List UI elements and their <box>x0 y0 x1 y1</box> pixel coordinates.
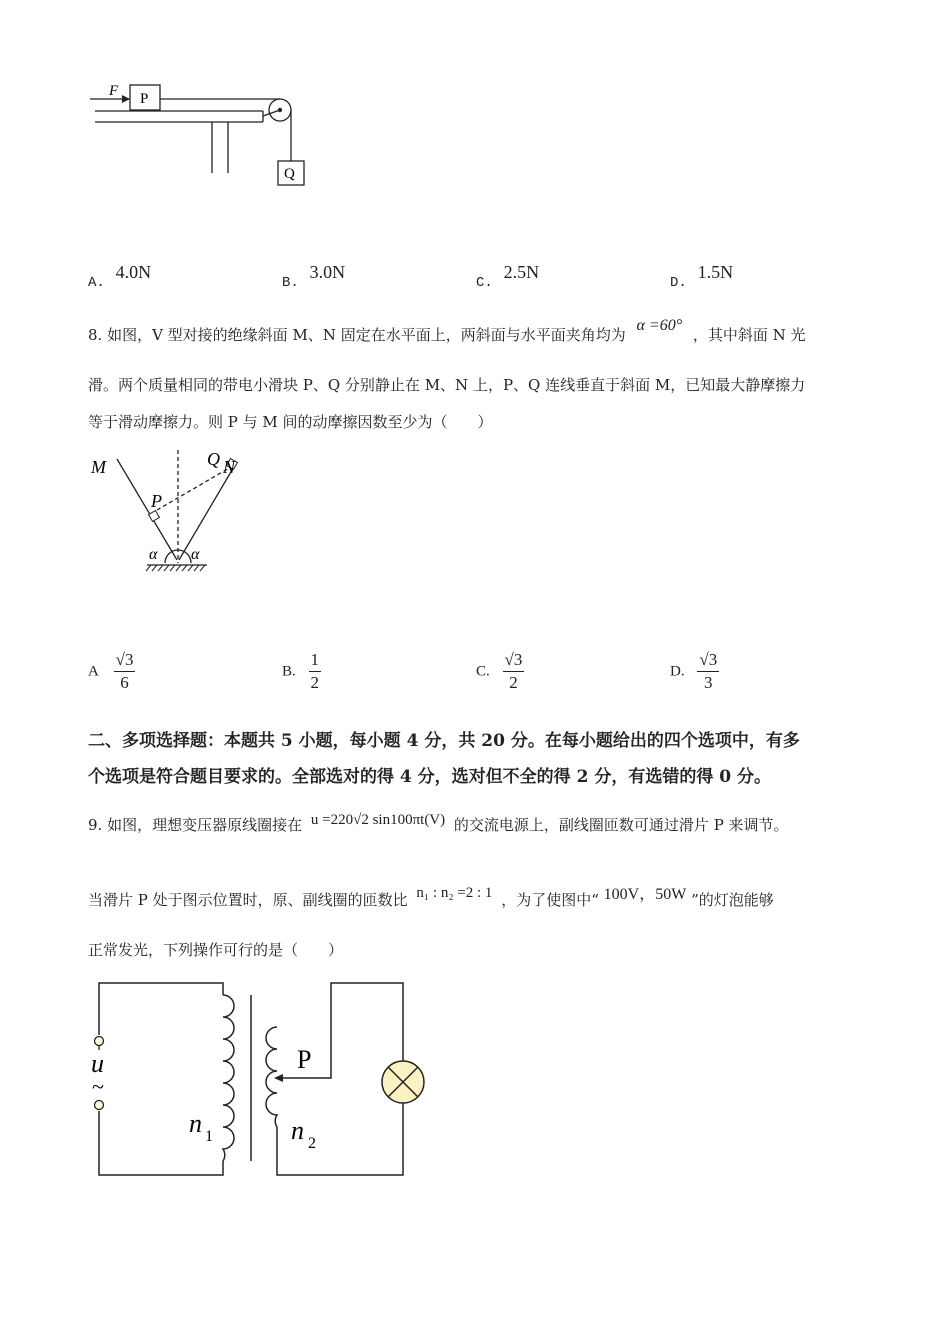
section2-line-1: 二、多项选择题：本题共 5 小题，每小题 4 分，共 20 分。在每小题给出的四个选项中，有多 <box>88 731 800 751</box>
option-letter: C. <box>476 663 490 680</box>
section2-line-2: 个选项是符合题目要求的。全部选对的得 4 分，选对但不全的得 2 分，有选错的得 0 分。 <box>88 767 771 787</box>
v-slope-figure <box>85 445 236 580</box>
option-letter: C. <box>476 275 493 291</box>
option-fraction <box>114 650 136 693</box>
q9-line-2-a: 当滑片 P 处于图示位置时，原、副线圈的匝数比 <box>88 891 408 909</box>
label-n2-sub: 2 <box>308 1135 316 1152</box>
option-letter: A <box>88 663 99 680</box>
option-letter: A. <box>88 275 105 291</box>
q8-line-2: 滑。两个质量相同的带电小滑块 P、Q 分别静止在 M、N 上，P、Q 连线垂直于斜面 M，已知最大静摩擦力 <box>88 376 806 394</box>
q8-option-d[interactable] <box>670 650 719 693</box>
q8-option-b[interactable] <box>282 650 321 693</box>
q7-option-a[interactable] <box>88 262 152 291</box>
q9-line-1 <box>88 812 789 836</box>
option-fraction <box>503 650 525 693</box>
q8-option-a[interactable] <box>88 650 135 693</box>
q9-ratio-math: n₁ : n₂ =2 : 1 <box>416 885 493 901</box>
q9-lamp-rating: 100V，50W <box>603 886 687 903</box>
q9-line-1-b: 的交流电源上，副线圈匝数可通过滑片 P 来调节。 <box>453 816 789 834</box>
numerator: √3 <box>504 650 523 669</box>
label-n: N <box>223 457 236 477</box>
label-n1-sub: 1 <box>205 1128 213 1145</box>
q9-voltage-math: u =220√2 sin100πt(V) <box>310 812 446 828</box>
option-value: 1.5N <box>697 262 734 282</box>
q8-line-3: 等于滑动摩擦力。则 P 与 M 间的动摩擦因数至少为（ ） <box>88 413 493 431</box>
q9-line-2 <box>88 885 774 911</box>
label-p: P <box>297 1045 312 1074</box>
numerator: 1 <box>310 650 320 669</box>
label-q: Q <box>207 449 220 469</box>
block-p-small <box>149 511 160 522</box>
q9-line-1-a: 9. 如图，理想变压器原线圈接在 <box>88 816 303 834</box>
option-fraction <box>697 650 719 693</box>
label-u: u <box>91 1049 104 1078</box>
denominator: 6 <box>120 673 129 692</box>
option-letter: B. <box>282 663 296 680</box>
q7-option-b[interactable] <box>282 262 346 291</box>
q8-option-c[interactable] <box>476 650 524 693</box>
pulley-figure <box>85 75 315 190</box>
label-p: P <box>151 491 162 511</box>
denominator: 3 <box>704 673 713 692</box>
label-alpha-right: α <box>191 546 200 563</box>
q9-line-3: 正常发光，下列操作可行的是（ ） <box>88 941 344 959</box>
option-value: 3.0N <box>309 262 346 282</box>
q9-line-2-d: ”的灯泡能够 <box>691 891 774 909</box>
q7-option-c[interactable] <box>476 262 540 291</box>
q8-alpha-math: α =60° <box>636 317 683 334</box>
option-letter: D. <box>670 275 687 291</box>
option-fraction <box>309 650 322 693</box>
block-q-label: Q <box>284 166 295 182</box>
q7-option-d[interactable] <box>670 262 734 291</box>
option-letter: D. <box>670 663 685 680</box>
block-p-label: P <box>140 91 149 107</box>
force-label: F <box>109 83 119 99</box>
label-n1: n <box>189 1109 202 1138</box>
numerator: √3 <box>699 650 718 669</box>
denominator: 2 <box>310 673 320 692</box>
q8-line-1 <box>88 317 806 346</box>
label-alpha-left: α <box>149 546 158 563</box>
label-n2: n <box>291 1116 304 1145</box>
q8-line-1-a: 8. 如图，V 型对接的绝缘斜面 M、N 固定在水平面上，两斜面与水平面夹角均为 <box>88 326 626 344</box>
q9-line-2-b: ，为了使图中“ <box>501 891 599 909</box>
transformer-figure <box>85 975 425 1185</box>
option-value: 4.0N <box>115 262 152 282</box>
label-tilde: ~ <box>92 1074 104 1099</box>
option-value: 2.5N <box>503 262 540 282</box>
option-letter: B. <box>282 275 299 291</box>
q8-line-1-b: ，其中斜面 N 光 <box>692 326 806 344</box>
numerator: √3 <box>115 650 134 669</box>
label-m: M <box>91 457 106 477</box>
denominator: 2 <box>509 673 518 692</box>
